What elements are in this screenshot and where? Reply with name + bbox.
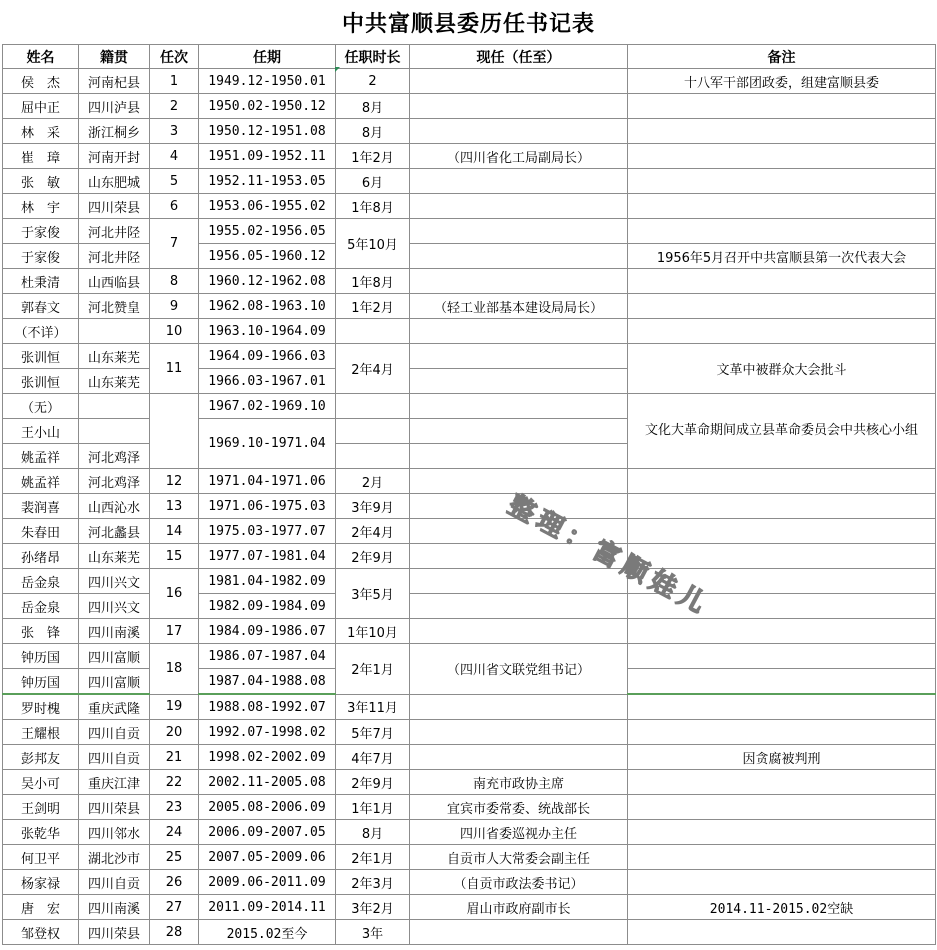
cell-duration: 2月 — [336, 469, 410, 494]
cell-term: 2007.05-2009.06 — [199, 845, 336, 870]
cell-term-no: 1 — [150, 69, 199, 94]
header-term-no: 任次 — [150, 45, 199, 69]
cell-notes — [628, 669, 936, 695]
cell-term: 2002.11-2005.08 — [199, 770, 336, 795]
cell-origin: 四川兴文 — [79, 594, 150, 619]
cell-name: 郭春文 — [3, 294, 79, 319]
cell-notes: 十八军干部团政委，组建富顺县委 — [628, 69, 936, 94]
cell-term: 1950.12-1951.08 — [199, 119, 336, 144]
cell-origin: 山西临县 — [79, 269, 150, 294]
cell-notes — [628, 920, 936, 945]
cell-term-no: 27 — [150, 895, 199, 920]
cell-term-no: 15 — [150, 544, 199, 569]
cell-origin: 河北井陉 — [79, 244, 150, 269]
cell-name: 钟历国 — [3, 644, 79, 669]
header-notes: 备注 — [628, 45, 936, 69]
cell-origin: 四川邻水 — [79, 820, 150, 845]
cell-term-no: 20 — [150, 720, 199, 745]
cell-term-no — [150, 394, 199, 469]
cell-term-no: 18 — [150, 644, 199, 695]
cell-term-no: 22 — [150, 770, 199, 795]
cell-notes — [628, 494, 936, 519]
cell-origin: 河北井陉 — [79, 219, 150, 244]
cell-current — [410, 194, 628, 219]
cell-current: 宜宾市委常委、统战部长 — [410, 795, 628, 820]
cell-current — [410, 269, 628, 294]
cell-current — [410, 444, 628, 469]
cell-origin: 重庆武隆 — [79, 694, 150, 720]
cell-origin: 河南杞县 — [79, 69, 150, 94]
cell-name: 岳金泉 — [3, 594, 79, 619]
cell-term: 1969.10-1971.04 — [199, 419, 336, 469]
cell-term-no: 12 — [150, 469, 199, 494]
cell-term: 1949.12-1950.01 — [199, 69, 336, 94]
cell-origin: 河北蠡县 — [79, 519, 150, 544]
cell-term-no: 25 — [150, 845, 199, 870]
cell-term: 1955.02-1956.05 — [199, 219, 336, 244]
table-row — [3, 119, 936, 144]
cell-term: 1967.02-1969.10 — [199, 394, 336, 419]
cell-duration: 2 — [336, 69, 410, 94]
cell-name: 于家俊 — [3, 219, 79, 244]
cell-term-no: 17 — [150, 619, 199, 644]
header-origin: 籍贯 — [79, 45, 150, 69]
cell-origin: 四川自贡 — [79, 870, 150, 895]
cell-duration: 1年10月 — [336, 619, 410, 644]
cell-origin: 山东莱芜 — [79, 369, 150, 394]
cell-term: 1984.09-1986.07 — [199, 619, 336, 644]
cell-current: （轻工业部基本建设局局长） — [410, 294, 628, 319]
cell-notes: 因贪腐被判刑 — [628, 745, 936, 770]
cell-origin: 山东莱芜 — [79, 344, 150, 369]
cell-current: 眉山市政府副市长 — [410, 895, 628, 920]
cell-duration: 2年9月 — [336, 544, 410, 569]
cell-origin: 四川荣县 — [79, 920, 150, 945]
table-row — [3, 219, 936, 244]
cell-notes — [628, 870, 936, 895]
cell-origin — [79, 419, 150, 444]
cell-notes — [628, 319, 936, 344]
cell-current — [410, 619, 628, 644]
cell-notes: 文革中被群众大会批斗 — [628, 344, 936, 394]
cell-term: 1975.03-1977.07 — [199, 519, 336, 544]
cell-duration: 2年4月 — [336, 519, 410, 544]
cell-term: 1986.07-1987.04 — [199, 644, 336, 669]
cell-term: 1964.09-1966.03 — [199, 344, 336, 369]
cell-term-no: 2 — [150, 94, 199, 119]
cell-duration: 3年5月 — [336, 569, 410, 619]
table-row — [3, 870, 936, 895]
cell-name: 王耀根 — [3, 720, 79, 745]
cell-term-no: 9 — [150, 294, 199, 319]
cell-notes — [628, 519, 936, 544]
cell-notes — [628, 269, 936, 294]
cell-current: 南充市政协主席 — [410, 770, 628, 795]
table-row — [3, 169, 936, 194]
table-row — [3, 294, 936, 319]
watermark: 整理：富顺娃儿 — [503, 490, 715, 622]
cell-current — [410, 569, 628, 594]
cell-name: 邹登权 — [3, 920, 79, 945]
table-row — [3, 394, 936, 419]
cell-duration: 2年4月 — [336, 344, 410, 394]
cell-origin: 四川兴文 — [79, 569, 150, 594]
cell-term-no: 16 — [150, 569, 199, 619]
table-row — [3, 644, 936, 669]
cell-current — [410, 94, 628, 119]
cell-name: 姚孟祥 — [3, 444, 79, 469]
cell-name: （不详） — [3, 319, 79, 344]
cell-duration: 3年2月 — [336, 895, 410, 920]
cell-notes — [628, 845, 936, 870]
table-row — [3, 494, 936, 519]
cell-term-no: 3 — [150, 119, 199, 144]
cell-name: 岳金泉 — [3, 569, 79, 594]
cell-current — [410, 720, 628, 745]
table-row — [3, 69, 936, 94]
cell-current — [410, 119, 628, 144]
cell-current — [410, 745, 628, 770]
cell-term: 1960.12-1962.08 — [199, 269, 336, 294]
cell-origin — [79, 394, 150, 419]
table-row — [3, 319, 936, 344]
cell-name: 罗时槐 — [3, 694, 79, 720]
cell-term-no: 8 — [150, 269, 199, 294]
cell-name: （无） — [3, 394, 79, 419]
cell-origin: 河北鸡泽 — [79, 444, 150, 469]
cell-name: 张 锋 — [3, 619, 79, 644]
cell-name: 于家俊 — [3, 244, 79, 269]
header-duration: 任职时长 — [336, 45, 410, 69]
cell-notes — [628, 219, 936, 244]
cell-term: 1977.07-1981.04 — [199, 544, 336, 569]
cell-duration — [336, 444, 410, 469]
cell-current: （自贡市政法委书记） — [410, 870, 628, 895]
cell-term: 1987.04-1988.08 — [199, 669, 336, 695]
table-row — [3, 544, 936, 569]
cell-origin: 四川荣县 — [79, 194, 150, 219]
cell-notes — [628, 619, 936, 644]
cell-current: （四川省化工局副局长） — [410, 144, 628, 169]
cell-duration: 6月 — [336, 169, 410, 194]
cell-term: 1962.08-1963.10 — [199, 294, 336, 319]
cell-notes: 2014.11-2015.02空缺 — [628, 895, 936, 920]
cell-duration: 2年1月 — [336, 845, 410, 870]
cell-duration: 5年10月 — [336, 219, 410, 269]
cell-name: 张训恒 — [3, 344, 79, 369]
table-row — [3, 269, 936, 294]
cell-term: 2009.06-2011.09 — [199, 870, 336, 895]
table-row — [3, 820, 936, 845]
cell-duration: 1年8月 — [336, 269, 410, 294]
cell-current — [410, 394, 628, 419]
cell-notes: 文化大革命期间成立县革命委员会中共核心小组 — [628, 394, 936, 469]
cell-notes — [628, 694, 936, 720]
cell-name: 张 敏 — [3, 169, 79, 194]
secretary-table — [2, 44, 936, 945]
cell-current: 四川省委巡视办主任 — [410, 820, 628, 845]
cell-origin: 四川富顺 — [79, 669, 150, 695]
table-row — [3, 745, 936, 770]
cell-term: 1998.02-2002.09 — [199, 745, 336, 770]
cell-name: 张乾华 — [3, 820, 79, 845]
header-term: 任期 — [199, 45, 336, 69]
cell-name: 侯 杰 — [3, 69, 79, 94]
table-row — [3, 795, 936, 820]
cell-origin: 四川南溪 — [79, 619, 150, 644]
cell-term: 1971.04-1971.06 — [199, 469, 336, 494]
cell-duration: 2年9月 — [336, 770, 410, 795]
cell-name: 王小山 — [3, 419, 79, 444]
cell-origin: 山东肥城 — [79, 169, 150, 194]
cell-notes: 1956年5月召开中共富顺县第一次代表大会 — [628, 244, 936, 269]
cell-duration: 8月 — [336, 820, 410, 845]
cell-notes — [628, 194, 936, 219]
cell-duration: 1年8月 — [336, 194, 410, 219]
cell-term: 1951.09-1952.11 — [199, 144, 336, 169]
table-row — [3, 619, 936, 644]
table-row — [3, 845, 936, 870]
cell-name: 崔 璋 — [3, 144, 79, 169]
cell-name: 屈中正 — [3, 94, 79, 119]
cell-term: 1956.05-1960.12 — [199, 244, 336, 269]
table-row — [3, 720, 936, 745]
table-row — [3, 344, 936, 369]
cell-notes — [628, 720, 936, 745]
cell-name: 唐 宏 — [3, 895, 79, 920]
cell-current — [410, 344, 628, 369]
cell-duration: 1年2月 — [336, 144, 410, 169]
cell-term-no: 23 — [150, 795, 199, 820]
cell-duration: 3年 — [336, 920, 410, 945]
cell-term: 1952.11-1953.05 — [199, 169, 336, 194]
cell-name: 林 采 — [3, 119, 79, 144]
cell-term-no: 7 — [150, 219, 199, 269]
cell-name: 钟历国 — [3, 669, 79, 695]
cell-duration — [336, 419, 410, 444]
table-row — [3, 144, 936, 169]
cell-name: 何卫平 — [3, 845, 79, 870]
cell-origin: 四川自贡 — [79, 745, 150, 770]
table-row — [3, 469, 936, 494]
cell-origin: 浙江桐乡 — [79, 119, 150, 144]
cell-notes — [628, 820, 936, 845]
cell-current: （四川省文联党组书记） — [410, 644, 628, 695]
cell-term: 1953.06-1955.02 — [199, 194, 336, 219]
cell-notes — [628, 144, 936, 169]
cell-notes — [628, 119, 936, 144]
cell-term-no: 24 — [150, 820, 199, 845]
cell-term-no: 26 — [150, 870, 199, 895]
cell-origin: 山西沁水 — [79, 494, 150, 519]
cell-term: 2015.02至今 — [199, 920, 336, 945]
cell-term: 2011.09-2014.11 — [199, 895, 336, 920]
cell-origin: 四川泸县 — [79, 94, 150, 119]
cell-origin: 河南开封 — [79, 144, 150, 169]
cell-name: 王剑明 — [3, 795, 79, 820]
header-row — [3, 45, 936, 69]
cell-notes — [628, 795, 936, 820]
cell-duration: 3年11月 — [336, 694, 410, 720]
table-row — [3, 94, 936, 119]
cell-duration: 8月 — [336, 119, 410, 144]
cell-term-no: 21 — [150, 745, 199, 770]
cell-current — [410, 369, 628, 394]
cell-notes — [628, 469, 936, 494]
cell-origin: 四川富顺 — [79, 644, 150, 669]
cell-duration: 4年7月 — [336, 745, 410, 770]
cell-marker — [335, 67, 340, 72]
cell-term: 1971.06-1975.03 — [199, 494, 336, 519]
cell-name: 杨家禄 — [3, 870, 79, 895]
cell-origin: 重庆江津 — [79, 770, 150, 795]
cell-term-no: 6 — [150, 194, 199, 219]
cell-term-no: 5 — [150, 169, 199, 194]
cell-origin — [79, 319, 150, 344]
cell-term: 1966.03-1967.01 — [199, 369, 336, 394]
cell-term-no: 28 — [150, 920, 199, 945]
table-row — [3, 519, 936, 544]
cell-current — [410, 694, 628, 720]
cell-duration: 2年1月 — [336, 644, 410, 695]
cell-current — [410, 244, 628, 269]
cell-name: 彭邦友 — [3, 745, 79, 770]
cell-term-no: 4 — [150, 144, 199, 169]
cell-name: 裴润喜 — [3, 494, 79, 519]
cell-current — [410, 920, 628, 945]
cell-notes — [628, 770, 936, 795]
cell-current: 自贡市人大常委会副主任 — [410, 845, 628, 870]
cell-origin: 河北鸡泽 — [79, 469, 150, 494]
cell-term: 1992.07-1998.02 — [199, 720, 336, 745]
table-row — [3, 569, 936, 594]
cell-current — [410, 594, 628, 619]
cell-name: 杜秉清 — [3, 269, 79, 294]
cell-name: 张训恒 — [3, 369, 79, 394]
cell-term: 1963.10-1964.09 — [199, 319, 336, 344]
table-row — [3, 895, 936, 920]
cell-current — [410, 169, 628, 194]
cell-name: 朱春田 — [3, 519, 79, 544]
cell-origin: 四川荣县 — [79, 795, 150, 820]
cell-duration: 2年3月 — [336, 870, 410, 895]
cell-term: 2005.08-2006.09 — [199, 795, 336, 820]
cell-current — [410, 419, 628, 444]
cell-term-no: 10 — [150, 319, 199, 344]
cell-name: 林 宇 — [3, 194, 79, 219]
cell-term: 1981.04-1982.09 — [199, 569, 336, 594]
table-row — [3, 694, 936, 720]
cell-origin: 山东莱芜 — [79, 544, 150, 569]
cell-origin: 湖北沙市 — [79, 845, 150, 870]
cell-duration: 5年7月 — [336, 720, 410, 745]
header-name: 姓名 — [3, 45, 79, 69]
cell-term: 1950.02-1950.12 — [199, 94, 336, 119]
cell-current — [410, 319, 628, 344]
page-title: 中共富顺县委历任书记表 — [341, 11, 595, 37]
cell-notes — [628, 644, 936, 669]
cell-name: 吴小可 — [3, 770, 79, 795]
cell-origin: 河北赞皇 — [79, 294, 150, 319]
cell-term: 1982.09-1984.09 — [199, 594, 336, 619]
cell-notes — [628, 169, 936, 194]
cell-name: 姚孟祥 — [3, 469, 79, 494]
cell-duration: 1年1月 — [336, 795, 410, 820]
cell-name: 孙绪昂 — [3, 544, 79, 569]
cell-origin: 四川自贡 — [79, 720, 150, 745]
cell-term-no: 11 — [150, 344, 199, 394]
table-row — [3, 194, 936, 219]
cell-duration: 3年9月 — [336, 494, 410, 519]
cell-notes — [628, 544, 936, 569]
cell-term: 1988.08-1992.07 — [199, 694, 336, 720]
header-current: 现任（任至） — [410, 45, 628, 69]
cell-current — [410, 69, 628, 94]
table-row — [3, 244, 936, 269]
cell-term-no: 13 — [150, 494, 199, 519]
cell-origin: 四川南溪 — [79, 895, 150, 920]
cell-term-no: 14 — [150, 519, 199, 544]
cell-term: 2006.09-2007.05 — [199, 820, 336, 845]
table-row — [3, 594, 936, 619]
cell-notes — [628, 94, 936, 119]
cell-duration: 8月 — [336, 94, 410, 119]
cell-duration: 1年2月 — [336, 294, 410, 319]
cell-duration — [336, 319, 410, 344]
table-row — [3, 920, 936, 945]
cell-notes — [628, 294, 936, 319]
table-row — [3, 770, 936, 795]
cell-term-no: 19 — [150, 694, 199, 720]
cell-current — [410, 219, 628, 244]
cell-duration — [336, 394, 410, 419]
